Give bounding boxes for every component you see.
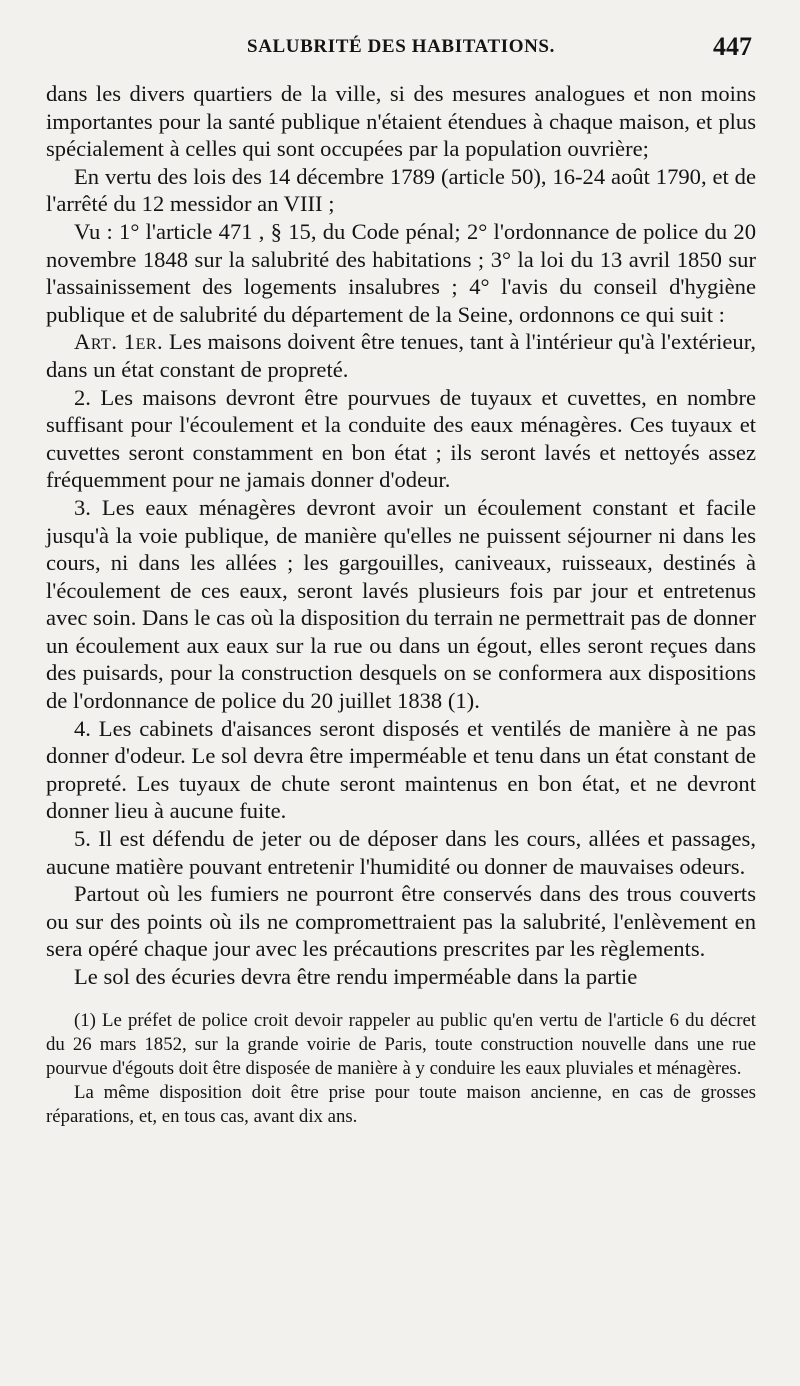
article-3: [46, 494, 756, 715]
footnote-1-continued: La même disposition doit être prise pour toute maison ancienne, en cas de grosses réparations, et, en tous cas, avant dix ans.: [46, 1081, 756, 1127]
article-5: [46, 825, 756, 880]
paragraph-en-vertu: En vertu des lois des 14 décembre 1789 (article 50), 16-24 août 1790, et de l'arrêté du 12 messidor an VIII ;: [46, 163, 756, 217]
paragraph-fumiers: Partout où les fumiers ne pourront être conservés dans des trous couverts ou sur des points où ils ne compromettraient pas la salubrité, l'enlèvement en sera opéré chaque jour avec les précautions prescrites par les règlements.: [46, 881, 756, 962]
article-1: [46, 328, 756, 383]
article-label: 2.: [74, 384, 91, 410]
paragraph-ecuries: Le sol des écuries devra être rendu imperméable dans la partie: [74, 964, 638, 989]
article-text: Les maisons devront être pourvues de tuyaux et cuvettes, en nombre suffisant pour l'écoulement et la conduite des eaux ménagères. Ces tuyaux et cuvettes seront constamment en bon état ; ils seront lavés et nettoyés assez fréquemment pour ne jamais donner d'odeur.: [46, 384, 756, 493]
page-number: 447: [713, 32, 752, 61]
article-2: [46, 384, 756, 494]
article-4: [46, 715, 756, 825]
article-label: Art. 1er.: [74, 329, 164, 355]
footnote-1: (1) Le préfet de police croit devoir rappeler au public qu'en vertu de l'article 6 du décret du 26 mars 1852, sur la grande voirie de Paris, toute construction nouvelle dans une rue pourvue d'égouts doit être disposée de manière à y conduire les eaux pluviales et ménagères.: [46, 1009, 756, 1079]
page-header: [46, 32, 756, 70]
article-label: 4.: [74, 715, 91, 741]
article-text: Les cabinets d'aisances seront disposés et ventilés de manière à ne pas donner d'odeur. Le sol devra être imperméable et tenu dans un état constant de propreté. Les tuyaux de chute seront maintenus en bon état, et ne devront donner lieu à aucune fuite.: [46, 715, 756, 824]
article-label: 5.: [74, 826, 91, 852]
article-text: Les eaux ménagères devront avoir un écoulement constant et facile jusqu'à la voie publique, de manière qu'elles ne puissent séjourner ni dans les cours, ni dans les allées ; les gargouilles, caniveaux, ruisseaux, destinés à l'écoulement de ces eaux, seront lavés plusieurs fois par jour et entretenus avec soin. Dans le cas où la disposition du terrain ne permettrait pas de donner un écoulement aux eaux sur la rue ou dans un égout, elles seront reçues dans des puisards, pour la construction desquels on se conformera aux dispositions de l'ordonnance de police du 20 juillet 1838 (1).: [46, 494, 756, 714]
article-label: 3.: [74, 494, 91, 520]
paragraph-continuation: dans les divers quartiers de la ville, si des mesures analogues et non moins importantes pour la santé publique n'étaient étendues à chaque maison, et plus spécialement à celles qui sont occupées par la population ouvrière;: [46, 81, 756, 162]
article-text: Les maisons doivent être tenues, tant à l'intérieur qu'à l'extérieur, dans un état constant de propreté.: [46, 329, 756, 382]
footnotes: [46, 1009, 756, 1129]
article-text: Il est défendu de jeter ou de déposer dans les cours, allées et passages, aucune matière pouvant entretenir l'humidité ou donner de mauvaises odeurs.: [46, 826, 757, 879]
main-text: [46, 80, 756, 991]
running-title: SALUBRITÉ DES HABITATIONS.: [247, 36, 555, 57]
paragraph-vu: Vu : 1° l'article 471 , § 15, du Code pénal; 2° l'ordonnance de police du 20 novembre 1848 sur la salubrité des habitations ; 3° la loi du 13 avril 1850 sur l'assainissement des logements insalubres ; 4° l'avis du conseil d'hygiène publique et de salubrité du département de la Seine, ordonnons ce qui suit :: [46, 218, 756, 327]
